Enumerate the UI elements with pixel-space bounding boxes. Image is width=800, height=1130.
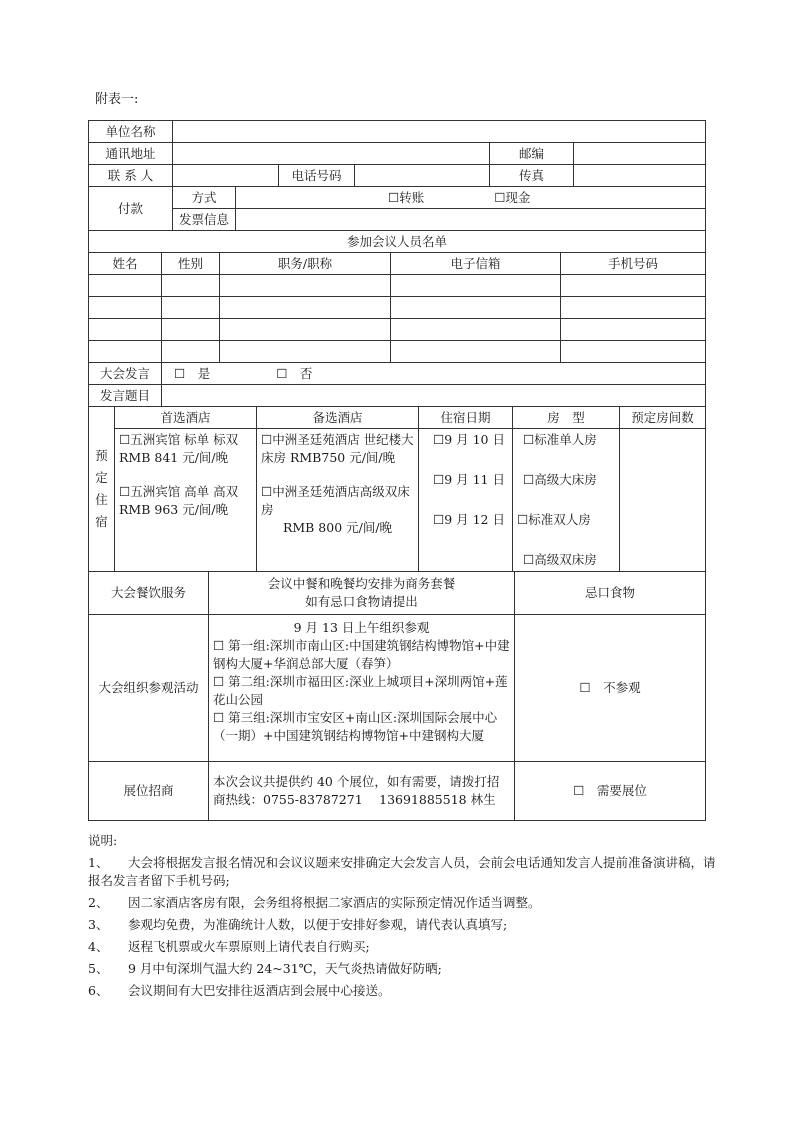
email-cell[interactable] [391,341,561,363]
payment-method-label: 方式 [173,187,236,209]
note-text: 会议期间有大巴安排往返酒店到会展中心接送。 [128,983,391,998]
first-hotel-option[interactable]: ☐五洲宾馆 高单 高双 RMB 963 元/间/晚 [119,484,239,517]
form-heading: 附表一: [95,92,139,107]
header-mobile: 手机号码 [561,253,706,275]
address-field[interactable] [173,143,490,165]
contact-table [88,120,706,187]
note-number: 4、 [88,939,109,954]
gender-cell[interactable] [162,319,220,341]
note-text: 大会将根据发言报名情况和会议议题来安排确定大会发言人员，会前会电话通知发言人提前准备演讲稿，请报名发言者留下手机号码; [88,855,716,888]
header-gender: 性别 [162,253,220,275]
mobile-cell[interactable] [561,341,706,363]
attendee-row [89,275,706,297]
title-cell[interactable] [220,341,391,363]
fax-field[interactable] [574,165,706,187]
tour-group-checkbox[interactable]: ☐ 第三组:深圳市宝安区+南山区:深圳国际会展中心（一期）+中国建筑钢结构博物馆+中建钢构大厦 [213,710,498,743]
note-number: 3、 [88,917,109,932]
note-number: 5、 [88,961,109,976]
unit-name-label: 单位名称 [89,121,173,143]
note-text: 9 月中旬深圳气温大约 24~31℃，天气炎热请做好防晒; [128,961,442,976]
first-hotel-options [115,429,257,572]
name-cell[interactable] [89,341,162,363]
note-item [88,854,718,890]
note-number: 6、 [88,983,109,998]
note-item [88,982,718,1000]
postcode-field[interactable] [574,143,706,165]
services-table [88,571,706,821]
note-text: 参观均免费，为准确统计人数，以便于安排好参观，请代表认真填写; [128,917,508,932]
room-type-checkbox[interactable]: ☐标准单人房 [523,432,597,447]
note-number: 2、 [88,895,109,910]
attendee-list-title: 参加会议人员名单 [89,231,706,253]
header-room-type: 房 型 [513,407,620,429]
header-email: 电子信箱 [391,253,561,275]
room-type-checkbox[interactable]: ☐高级双床房 [523,552,597,567]
name-cell[interactable] [89,297,162,319]
registration-form [88,120,705,821]
invoice-field[interactable] [236,209,706,231]
mobile-cell[interactable] [561,275,706,297]
tour-options [209,615,515,762]
need-booth-checkbox[interactable]: ☐ 需要展位 [515,762,706,821]
header-first-hotel: 首选酒店 [115,407,257,429]
note-item [88,894,718,912]
notes-section [88,832,718,1000]
mobile-cell[interactable] [561,297,706,319]
header-name: 姓名 [89,253,162,275]
stay-date-options [419,429,513,572]
transfer-checkbox[interactable]: ☐转账 [388,189,425,205]
booth-description: 本次会议共提供约 40 个展位，如有需要，请拨打招商热线：0755-83787271 13691885518 林生 [209,762,515,821]
attendee-row [89,319,706,341]
gender-cell[interactable] [162,341,220,363]
email-cell[interactable] [391,319,561,341]
cash-checkbox[interactable]: ☐现金 [494,189,531,205]
postcode-label: 邮编 [490,143,574,165]
header-stay-date: 住宿日期 [419,407,513,429]
title-cell[interactable] [220,275,391,297]
second-hotel-price: RMB 800 元/间/晚 [282,520,393,535]
note-item [88,916,718,934]
note-item [88,960,718,978]
tour-label: 大会组织参观活动 [89,615,209,762]
second-hotel-option[interactable]: ☐中洲圣廷苑酒店高级双床房 [261,484,410,517]
dining-line1: 会议中餐和晚餐均安排为商务套餐 [267,576,456,591]
room-type-checkbox[interactable]: ☐高级大床房 [523,472,597,487]
speech-options [162,363,706,385]
dining-description [209,572,515,615]
payment-table [88,186,706,231]
attendee-row [89,297,706,319]
header-title: 职务/职称 [220,253,391,275]
second-hotel-options [257,429,419,572]
header-second-hotel: 备选酒店 [257,407,419,429]
phone-field[interactable] [355,165,490,187]
gender-cell[interactable] [162,297,220,319]
note-item [88,938,718,956]
no-visit-checkbox[interactable]: ☐ 不参观 [515,615,706,762]
food-taboo-label: 忌口食物 [515,572,706,615]
speech-topic-label: 发言题目 [89,385,162,407]
dining-label: 大会餐饮服务 [89,572,209,615]
name-cell[interactable] [89,319,162,341]
email-cell[interactable] [391,297,561,319]
unit-name-field[interactable] [173,121,706,143]
tour-group-checkbox[interactable]: ☐ 第一组:深圳市南山区:中国建筑钢结构博物馆+中建钢构大厦+华润总部大厦（春笋） [213,638,510,671]
speech-yes-checkbox[interactable]: ☐ 是 [174,365,211,381]
speech-table [88,362,706,407]
stay-date-checkbox[interactable]: ☐9 月 10 日 [433,432,505,447]
address-label: 通讯地址 [89,143,173,165]
stay-date-checkbox[interactable]: ☐9 月 12 日 [433,512,505,527]
title-cell[interactable] [220,319,391,341]
hotel-table [88,406,706,572]
dining-line2: 如有忌口食物请提出 [305,594,418,609]
notes-title: 说明: [88,833,118,848]
title-cell[interactable] [220,297,391,319]
payment-method-options [236,187,706,209]
tour-group-checkbox[interactable]: ☐ 第二组:深圳市福田区:深业上城项目+深圳两馆+莲花山公园 [213,674,508,707]
attendee-table [88,230,706,363]
note-text: 因二家酒店客房有限，会务组将根据二家酒店的实际预定情况作适当调整。 [128,895,541,910]
header-room-count: 预定房间数 [620,407,706,429]
attendee-row [89,341,706,363]
speech-topic-field[interactable] [162,385,706,407]
room-count-field[interactable] [620,429,706,572]
note-text: 返程飞机票或火车票原则上请代表自行购买; [128,939,370,954]
payment-label: 付款 [89,187,173,231]
hotel-section-label: 预定住宿 [89,407,115,572]
name-cell[interactable] [89,275,162,297]
first-hotel-option[interactable]: ☐五洲宾馆 标单 标双 RMB 841 元/间/晚 [119,432,239,465]
contact-field[interactable] [173,165,279,187]
phone-label: 电话号码 [279,165,355,187]
room-type-checkbox[interactable]: ☐标准双人房 [517,512,591,527]
room-type-options [513,429,620,572]
mobile-cell[interactable] [561,319,706,341]
fax-label: 传真 [490,165,574,187]
invoice-label: 发票信息 [173,209,236,231]
booth-label: 展位招商 [89,762,209,821]
stay-date-checkbox[interactable]: ☐9 月 11 日 [433,472,505,487]
speech-label: 大会发言 [89,363,162,385]
contact-label: 联 系 人 [89,165,173,187]
second-hotel-option[interactable]: ☐中洲圣廷苑酒店 世纪楼大床房 RMB750 元/间/晚 [261,432,414,465]
gender-cell[interactable] [162,275,220,297]
tour-title: 9 月 13 日上午组织参观 [293,620,430,635]
email-cell[interactable] [391,275,561,297]
note-number: 1、 [88,855,109,870]
speech-no-checkbox[interactable]: ☐ 否 [276,365,313,381]
